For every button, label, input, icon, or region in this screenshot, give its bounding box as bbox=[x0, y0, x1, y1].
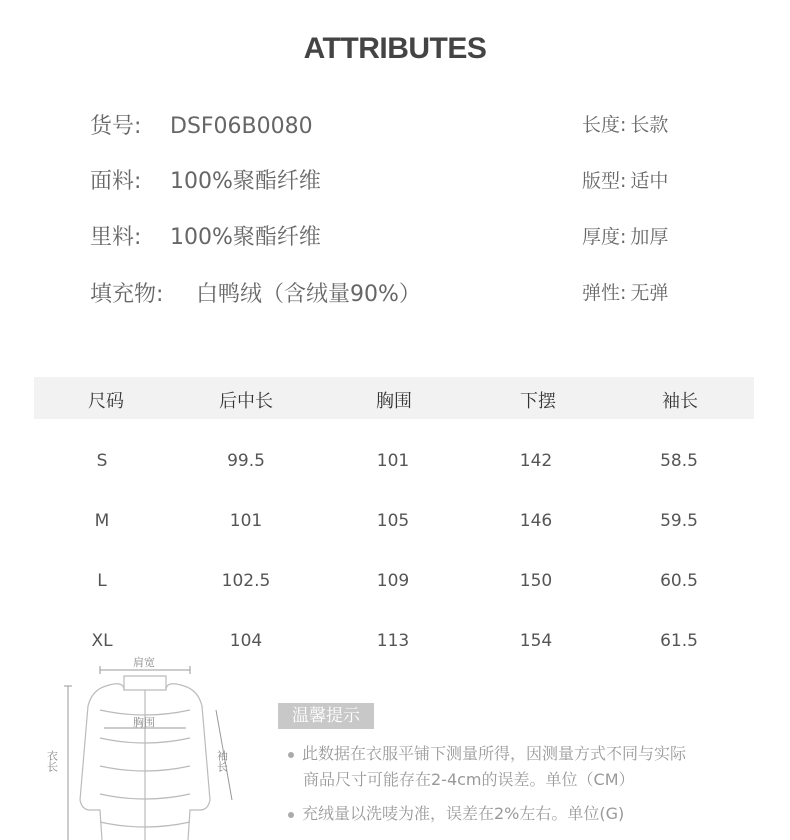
attr-value: 100%聚酯纤维 bbox=[170, 169, 321, 194]
diagram-label-length: 衣长 bbox=[45, 750, 59, 772]
attr-value: DSF06B0080 bbox=[170, 114, 313, 139]
table-header-hem: 下摆 bbox=[520, 391, 556, 412]
puffer-jacket-icon bbox=[80, 676, 210, 840]
table-cell: 102.5 bbox=[221, 571, 271, 591]
tip-note-line bbox=[288, 741, 686, 766]
attr-label: 厚度: bbox=[582, 226, 627, 248]
attr-label: 货号: bbox=[90, 114, 142, 139]
table-cell: 60.5 bbox=[660, 571, 698, 591]
attr-lining bbox=[90, 220, 321, 251]
tip-note-line: 商品尺寸可能存在2-4cm的误差。单位（CM） bbox=[303, 770, 635, 789]
table-cell: 59.5 bbox=[660, 511, 698, 531]
attr-length bbox=[582, 110, 668, 137]
table-cell: 58.5 bbox=[660, 451, 698, 471]
table-cell: 99.5 bbox=[227, 451, 265, 471]
table-header-size: 尺码 bbox=[88, 391, 124, 412]
diagram-label-sleeve: 袖长 bbox=[215, 750, 229, 772]
attr-fabric bbox=[90, 164, 321, 195]
table-header-chest: 胸围 bbox=[376, 391, 412, 412]
attr-label: 弹性: bbox=[582, 282, 627, 304]
attr-value: 长款 bbox=[630, 114, 669, 136]
table-cell: 101 bbox=[376, 451, 410, 471]
tip-note-text: 充绒量以洗唛为准，误差在2%左右。单位(G) bbox=[302, 804, 625, 823]
attr-filling bbox=[90, 277, 421, 308]
table-cell: 150 bbox=[519, 571, 553, 591]
attr-value: 无弹 bbox=[630, 282, 669, 304]
attr-thickness bbox=[582, 222, 668, 249]
tip-note-text: 此数据在衣服平铺下测量所得，因测量方式不同与实际 bbox=[302, 744, 687, 763]
table-cell-size: XL bbox=[91, 631, 113, 651]
attr-item-number bbox=[90, 109, 313, 140]
attr-value: 100%聚酯纤维 bbox=[170, 225, 321, 250]
table-cell: 105 bbox=[376, 511, 410, 531]
table-cell-size: L bbox=[97, 571, 107, 591]
table-cell: 146 bbox=[519, 511, 553, 531]
attr-elasticity bbox=[582, 278, 668, 305]
bullet-dot-icon bbox=[288, 812, 294, 818]
attr-label: 面料: bbox=[90, 169, 142, 194]
table-header-sleeve: 袖长 bbox=[662, 391, 698, 412]
tips-title-badge: 温馨提示 bbox=[278, 703, 374, 729]
table-cell: 101 bbox=[229, 511, 263, 531]
attr-label: 里料: bbox=[90, 225, 142, 250]
bullet-dot-icon bbox=[288, 752, 294, 758]
attr-label: 填充物: bbox=[90, 282, 164, 307]
table-cell: 109 bbox=[376, 571, 410, 591]
attr-value: 适中 bbox=[630, 170, 669, 192]
table-cell-size: M bbox=[94, 511, 110, 531]
table-cell: 142 bbox=[519, 451, 553, 471]
table-cell: 154 bbox=[519, 631, 553, 651]
table-cell: 61.5 bbox=[660, 631, 698, 651]
diagram-label-shoulder: 肩宽 bbox=[133, 656, 155, 669]
page-title: ATTRIBUTES bbox=[303, 32, 487, 65]
attr-fit bbox=[582, 166, 668, 193]
jacket-measurement-diagram bbox=[45, 650, 248, 840]
table-cell: 104 bbox=[229, 631, 263, 651]
attr-label: 长度: bbox=[582, 114, 627, 136]
attr-value: 加厚 bbox=[630, 226, 669, 248]
attr-value: 白鸭绒（含绒量90%） bbox=[196, 282, 421, 307]
table-cell-size: S bbox=[96, 451, 108, 471]
table-header-back-length: 后中长 bbox=[219, 391, 273, 412]
table-cell: 113 bbox=[376, 631, 410, 651]
tip-note-line bbox=[288, 801, 624, 826]
diagram-label-chest: 胸围 bbox=[133, 716, 155, 729]
attr-label: 版型: bbox=[582, 170, 627, 192]
